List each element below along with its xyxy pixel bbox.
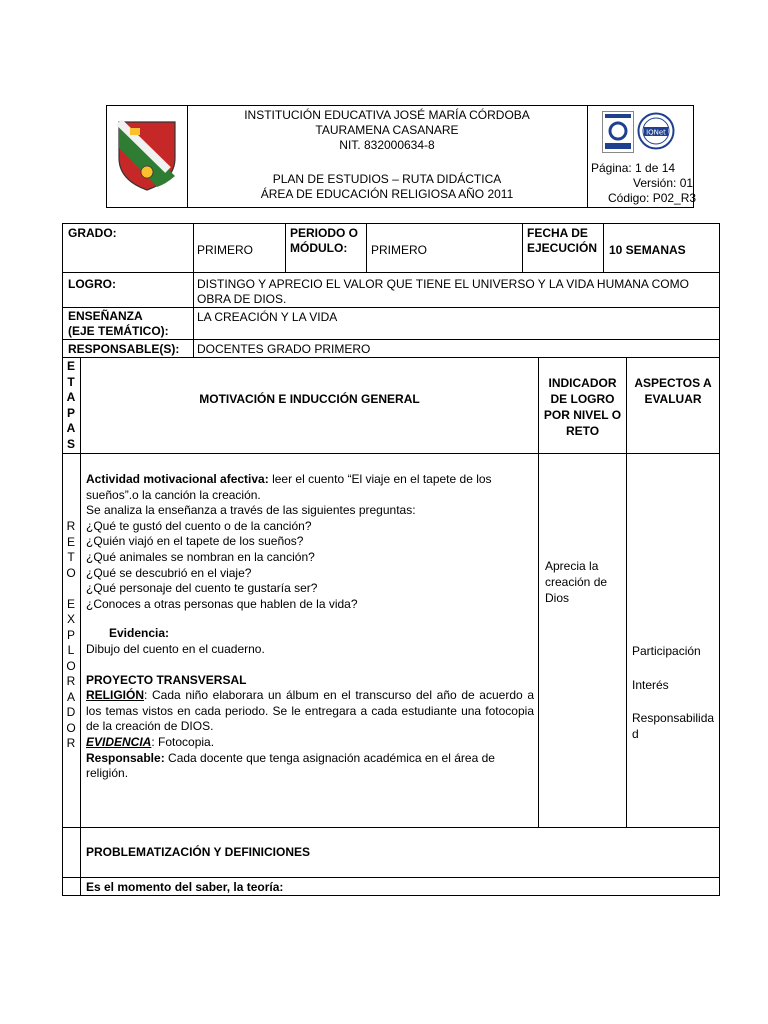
reto-letter bbox=[62, 581, 80, 597]
row-line bbox=[62, 339, 720, 340]
reto-letter: E bbox=[66, 534, 75, 549]
iqnet-logo bbox=[637, 112, 675, 150]
reto-letter: E bbox=[66, 596, 75, 611]
reto-letter: O bbox=[66, 565, 76, 580]
analiza-text: Se analiza la enseñanza a través de las siguientes preguntas: bbox=[86, 503, 416, 518]
reto-letter: T bbox=[67, 550, 75, 564]
col-line bbox=[603, 223, 604, 272]
reto-explorador-vertical-label bbox=[62, 519, 80, 752]
col-line bbox=[366, 223, 367, 272]
ensenanza-label-line1: ENSEÑANZA bbox=[68, 309, 143, 323]
actividad-paragraph bbox=[86, 472, 534, 503]
etapas-letter: T bbox=[67, 374, 75, 389]
religion-text: : Cada niño elaborara un álbum en el transcurso del año de acuerdo a los temas vistos en cada periodo. Se le entregara a cada estudiante una fotocopia de la creación de DIOS. bbox=[86, 688, 534, 734]
responsable2-text: Cada docente que tenga asignación académica en el área de religión. bbox=[86, 750, 495, 781]
etapas-letter: S bbox=[66, 436, 75, 451]
reto-letter: O bbox=[66, 720, 76, 735]
question-5: ¿Qué personaje del cuento te gustaría ser? bbox=[86, 581, 318, 596]
col-line bbox=[522, 223, 523, 272]
activity-content bbox=[86, 472, 534, 782]
etapas-letter: A bbox=[66, 390, 76, 404]
aspectos-header: ASPECTOS A EVALUAR bbox=[634, 376, 712, 406]
row-line bbox=[62, 357, 720, 358]
aspecto-interes: Interés bbox=[632, 677, 669, 692]
row-line bbox=[62, 272, 720, 273]
aspecto-responsabilidad: Responsabilida d bbox=[632, 711, 715, 741]
reto-letter: A bbox=[66, 689, 75, 704]
momento-text: Es el momento del saber, la teoría: bbox=[86, 880, 284, 894]
periodo-value: PRIMERO bbox=[371, 243, 428, 257]
row-line bbox=[62, 827, 720, 828]
periodo-label: PERIODO O MÓDULO: bbox=[290, 226, 359, 255]
aspectos-list bbox=[632, 644, 717, 742]
institution-name: INSTITUCIÓN EDUCATIVA JOSÉ MARÍA CÓRDOBA bbox=[244, 108, 530, 122]
plan-title: PLAN DE ESTUDIOS – RUTA DIDÁCTICA bbox=[272, 172, 502, 186]
reto-letter: O bbox=[66, 658, 76, 673]
header-plan-block bbox=[188, 172, 586, 202]
motivacion-header: MOTIVACIÓN E INDUCCIÓN GENERAL bbox=[199, 392, 420, 406]
question-3: ¿Qué animales se nombran en la canción? bbox=[86, 549, 315, 564]
fecha-label: FECHA DE EJECUCIÓN bbox=[527, 226, 598, 255]
reto-letter: X bbox=[66, 612, 75, 626]
row-line bbox=[62, 307, 720, 308]
reto-letter: R bbox=[66, 736, 76, 750]
logro-label: LOGRO: bbox=[68, 277, 116, 291]
religion-paragraph bbox=[86, 688, 534, 735]
evidencia-text: Dibujo del cuento en el cuaderno. bbox=[86, 641, 265, 656]
certification-logo bbox=[602, 111, 634, 153]
codigo: Código: P02_R3 bbox=[608, 191, 697, 205]
reto-letter: D bbox=[66, 705, 76, 719]
logro-value: DISTINGO Y APRECIO EL VALOR QUE TIENE EL UNIVERSO Y LA VIDA HUMANA COMO OBRA DE DIOS. bbox=[197, 277, 689, 306]
reto-letter: R bbox=[66, 519, 76, 533]
question-2: ¿Quién viajó en el tapete de los sueños? bbox=[86, 534, 304, 549]
religion-label: RELIGIÓN bbox=[86, 688, 145, 703]
etapas-letter: E bbox=[66, 359, 75, 373]
actividad-label: Actividad motivacional afectiva: bbox=[86, 472, 269, 486]
reto-letter: L bbox=[67, 643, 75, 657]
grado-value: PRIMERO bbox=[197, 243, 254, 257]
row-line bbox=[62, 453, 720, 454]
row-line bbox=[62, 877, 720, 878]
fecha-value: 10 SEMANAS bbox=[609, 243, 686, 257]
question-4: ¿Qué se descubrió en el viaje? bbox=[86, 565, 252, 580]
col-line bbox=[285, 223, 286, 272]
problematizacion-heading: PROBLEMATIZACIÓN Y DEFINICIONES bbox=[86, 845, 311, 859]
responsable2-label: Responsable: bbox=[86, 750, 165, 765]
version: Versión: 01 bbox=[633, 176, 694, 190]
actividad-text: leer el cuento “El viaje en el tapete de los sueños”.o la canción la creación. bbox=[86, 472, 492, 502]
evidencia2-label: EVIDENCIA bbox=[86, 734, 152, 749]
school-crest-logo bbox=[116, 118, 178, 192]
responsable-label: RESPONSABLE(S): bbox=[68, 342, 180, 356]
grado-label: GRADO: bbox=[68, 226, 117, 240]
aspecto-participacion: Participación bbox=[632, 644, 701, 658]
proyecto-label: PROYECTO TRANSVERSAL bbox=[86, 672, 247, 687]
institution-nit: NIT. 832000634-8 bbox=[339, 138, 435, 152]
ensenanza-value: LA CREACIÓN Y LA VIDA bbox=[197, 310, 338, 324]
reto-letter: R bbox=[66, 674, 76, 688]
indicador-text: Aprecia la creación de Dios bbox=[545, 559, 608, 605]
iqnet-label: IQNet bbox=[646, 128, 666, 137]
etapas-letter: A bbox=[66, 421, 76, 435]
question-6: ¿Conoces a otras personas que hablen de la vida? bbox=[86, 596, 358, 611]
institution-city: TAURAMENA CASANARE bbox=[315, 123, 459, 137]
indicador-header: INDICADOR DE LOGRO POR NIVEL O RETO bbox=[543, 376, 622, 438]
evidencia-label: Evidencia: bbox=[109, 626, 170, 641]
col-line bbox=[193, 223, 194, 357]
area-title: ÁREA DE EDUCACIÓN RELIGIOSA AÑO 2011 bbox=[260, 187, 514, 201]
question-1: ¿Qué te gustó del cuento o de la canción? bbox=[86, 518, 312, 533]
ensenanza-label bbox=[68, 309, 169, 339]
col-line bbox=[626, 357, 627, 827]
reto-letter: P bbox=[66, 627, 75, 642]
ensenanza-label-line2: (EJE TEMÁTICO): bbox=[68, 324, 169, 338]
col-line bbox=[538, 357, 539, 827]
etapas-letter: P bbox=[66, 405, 75, 420]
header-divider-right bbox=[587, 105, 588, 208]
etapas-vertical-label bbox=[62, 359, 80, 452]
header-title-block bbox=[188, 108, 586, 153]
pagina: Página: 1 de 14 bbox=[591, 161, 676, 175]
col-line bbox=[80, 357, 81, 896]
evidencia2-text: : Fotocopia. bbox=[151, 734, 215, 749]
responsable2-paragraph bbox=[86, 751, 534, 782]
responsable-value: DOCENTES GRADO PRIMERO bbox=[197, 342, 371, 356]
evidencia2-paragraph bbox=[86, 735, 534, 751]
